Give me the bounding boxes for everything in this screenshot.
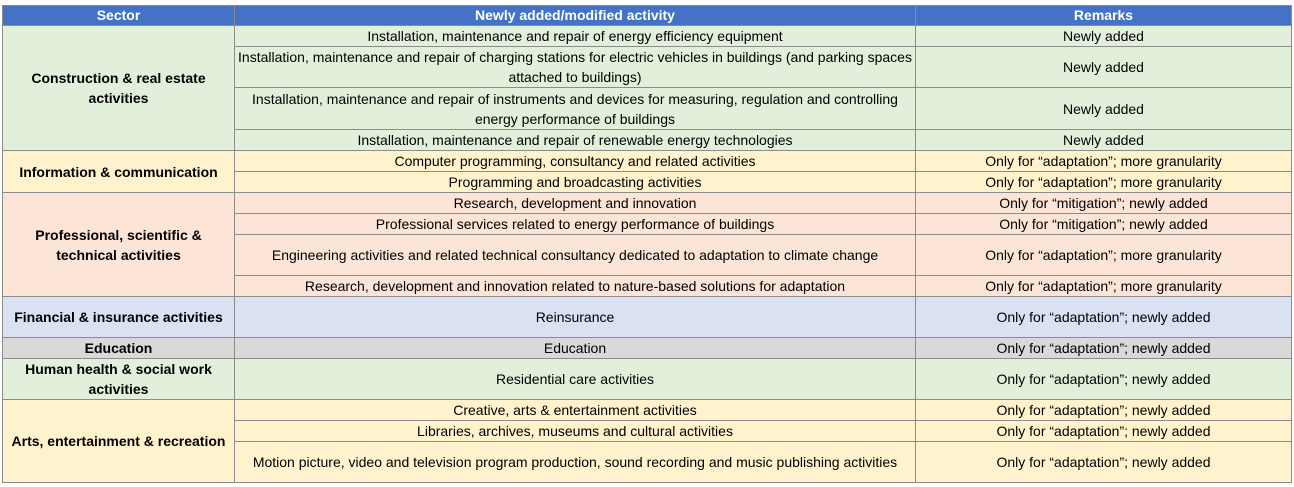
sector-activities-table: [2, 5, 1292, 483]
activity-cell: Installation, maintenance and repair of charging stations for electric vehicles in buildings (and parking spaces attached to buildings): [235, 47, 916, 88]
table-row: [3, 193, 1292, 214]
remarks-cell: Newly added: [916, 130, 1292, 151]
sector-cell-arts: Arts, entertainment & recreation: [3, 400, 235, 483]
header-sector: Sector: [3, 6, 235, 26]
activity-cell: Programming and broadcasting activities: [235, 172, 916, 193]
activity-cell: Reinsurance: [235, 297, 916, 338]
remarks-cell: Only for “adaptation”; newly added: [916, 338, 1292, 359]
remarks-cell: Only for “adaptation”; more granularity: [916, 172, 1292, 193]
activity-cell: Installation, maintenance and repair of energy efficiency equipment: [235, 26, 916, 47]
remarks-cell: Only for “adaptation”; more granularity: [916, 276, 1292, 297]
remarks-cell: Only for “mitigation”; newly added: [916, 193, 1292, 214]
activity-cell: Professional services related to energy performance of buildings: [235, 214, 916, 235]
remarks-cell: Only for “adaptation”; newly added: [916, 400, 1292, 421]
sector-cell-education: Education: [3, 338, 235, 359]
activity-cell: Residential care activities: [235, 359, 916, 400]
remarks-cell: Newly added: [916, 47, 1292, 88]
remarks-cell: Only for “adaptation”; newly added: [916, 421, 1292, 442]
activity-cell: Education: [235, 338, 916, 359]
sector-cell-professional: Professional, scientific & technical activities: [3, 193, 235, 297]
remarks-cell: Only for “mitigation”; newly added: [916, 214, 1292, 235]
sector-cell-financial: Financial & insurance activities: [3, 297, 235, 338]
table-row: [3, 400, 1292, 421]
remarks-cell: Only for “adaptation”; newly added: [916, 297, 1292, 338]
remarks-cell: Only for “adaptation”; more granularity: [916, 235, 1292, 276]
activity-cell: Research, development and innovation related to nature-based solutions for adaptation: [235, 276, 916, 297]
remarks-cell: Only for “adaptation”; more granularity: [916, 151, 1292, 172]
activity-cell: Research, development and innovation: [235, 193, 916, 214]
header-row: [3, 6, 1292, 26]
table-row: [3, 26, 1292, 47]
table-row: [3, 338, 1292, 359]
activity-cell: Motion picture, video and television program production, sound recording and music publishing activities: [235, 442, 916, 483]
activity-cell: Engineering activities and related technical consultancy dedicated to adaptation to climate change: [235, 235, 916, 276]
remarks-cell: Newly added: [916, 88, 1292, 130]
table-row: [3, 151, 1292, 172]
sector-cell-information: Information & communication: [3, 151, 235, 193]
activity-cell: Computer programming, consultancy and related activities: [235, 151, 916, 172]
header-remarks: Remarks: [916, 6, 1292, 26]
header-activity: Newly added/modified activity: [235, 6, 916, 26]
table-row: [3, 359, 1292, 400]
activity-cell: Installation, maintenance and repair of instruments and devices for measuring, regulation and controlling energy performance of buildings: [235, 88, 916, 130]
sector-cell-construction: Construction & real estate activities: [3, 26, 235, 151]
remarks-cell: Only for “adaptation”; newly added: [916, 359, 1292, 400]
sector-cell-health: Human health & social work activities: [3, 359, 235, 400]
table-row: [3, 297, 1292, 338]
remarks-cell: Only for “adaptation”; newly added: [916, 442, 1292, 483]
activity-cell: Libraries, archives, museums and cultural activities: [235, 421, 916, 442]
activity-cell: Installation, maintenance and repair of renewable energy technologies: [235, 130, 916, 151]
remarks-cell: Newly added: [916, 26, 1292, 47]
activity-cell: Creative, arts & entertainment activities: [235, 400, 916, 421]
